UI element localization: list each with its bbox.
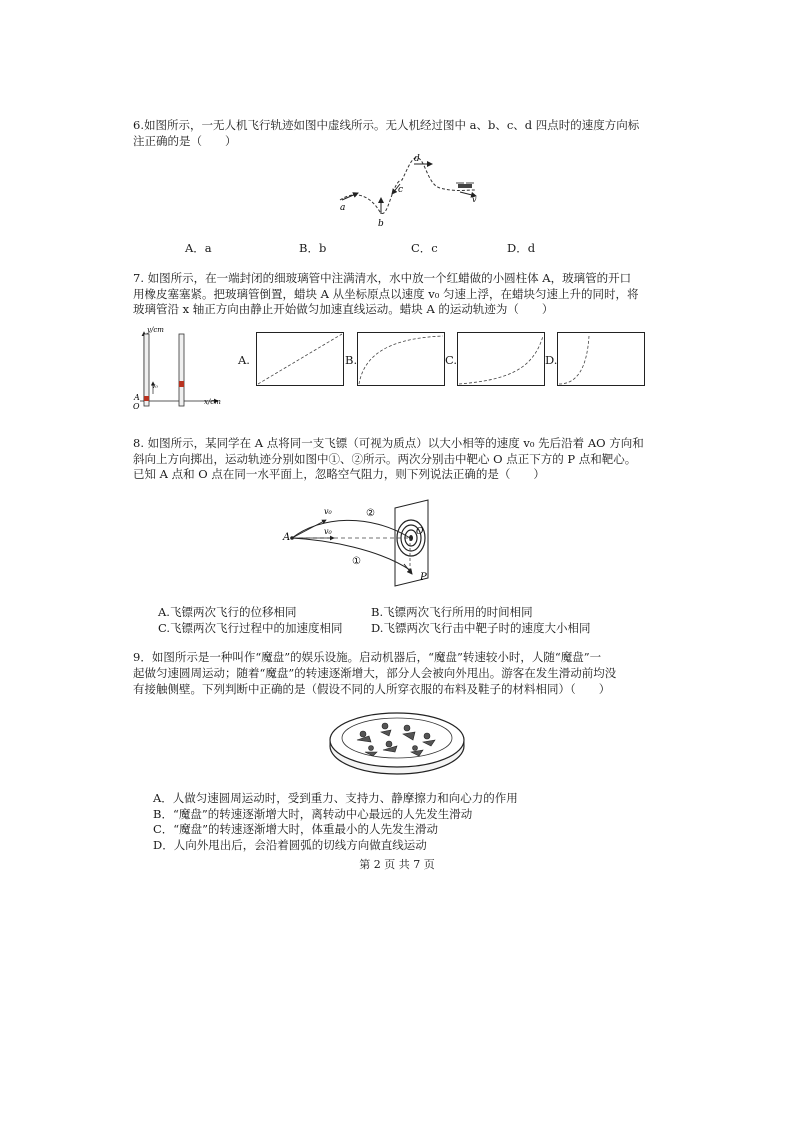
- q7-glass-tube-figure: [130, 322, 230, 412]
- q7-stem-line2: 用橡皮塞塞紧。把玻璃管倒置，蜡块 A 从坐标原点以速度 v₀ 匀速上浮，在蜡块匀速上升的同时，将: [133, 287, 639, 301]
- q7-option-b-letter[interactable]: B.: [345, 353, 358, 367]
- q7-tube-right: [179, 334, 184, 406]
- q7-wax-block-left: [144, 396, 149, 401]
- q8-option-d[interactable]: D.飞镖两次飞行击中靶子时的速度大小相同: [371, 621, 591, 635]
- q9-option-a[interactable]: A．人做匀速圆周运动时，受到重力、支持力、静摩擦力和向心力的作用: [153, 791, 518, 805]
- q7-v0-label: v₀: [152, 383, 158, 390]
- q8-stem-line1: 8. 如图所示，某同学在 A 点将同一支飞镖（可视为质点）以大小相等的速度 v₀ 先后沿着 AO 方向和: [133, 436, 644, 450]
- target-rings: [397, 520, 425, 556]
- q8-label-P: P: [420, 572, 427, 583]
- q7-point-label: A: [134, 393, 140, 402]
- q9-stem-line3: 有接触侧壁。下列判断中正确的是（假设不同的人所穿衣服的布料及鞋子的材料相同）（ ）: [133, 682, 611, 696]
- q6-label-b: b: [378, 219, 384, 229]
- trajectory-2: [292, 520, 410, 538]
- q8-option-b[interactable]: B.飞镖两次飞行所用的时间相同: [371, 605, 533, 619]
- q7-option-c-letter[interactable]: C.: [445, 353, 458, 367]
- q7-option-d-graph[interactable]: [557, 332, 645, 386]
- q6-stem-line2: 注正确的是（ ）: [133, 134, 237, 148]
- q7-option-b-graph[interactable]: [357, 332, 445, 386]
- q7-origin-label: O: [133, 402, 140, 411]
- q6-label-d: d: [414, 154, 420, 164]
- q6-dashed-path: [340, 158, 475, 214]
- q6-drone-trajectory-figure: [330, 150, 490, 235]
- q9-stem-line1: 9．如图所示是一种叫作“魔盘”的娱乐设施。启动机器后，“魔盘”转速较小时，人随“魔盘”一: [133, 650, 602, 664]
- q6-label-c: c: [398, 185, 404, 195]
- q7-wax-block-right: [179, 381, 184, 387]
- q8-label-v0-upper: v₀: [324, 507, 332, 516]
- q8-label-A: A: [283, 532, 291, 543]
- q7-axis-y-label: y/cm: [147, 326, 164, 334]
- q6-label-a: a: [340, 203, 346, 213]
- q8-label-two: ②: [366, 508, 375, 519]
- q9-option-d[interactable]: D．人向外甩出后，会沿着圆弧的切线方向做直线运动: [153, 838, 427, 852]
- drone-icon: [456, 183, 474, 188]
- q8-label-v0-lower: v₀: [324, 527, 332, 536]
- q9-magic-disc-figure: [327, 706, 467, 778]
- q8-stem-line3: 已知 A 点和 O 点在同一水平面上，忽略空气阻力，则下列说法正确的是（ ）: [133, 467, 545, 481]
- q7-tube-left: [144, 334, 149, 406]
- q7-option-c-graph[interactable]: [457, 332, 545, 386]
- q6-stem-line1: 6.如图所示，一无人机飞行轨迹如图中虚线所示。无人机经过图中 a、b、c、d 四点时的速度方向标: [133, 118, 640, 132]
- q9-option-c[interactable]: C．“魔盘”的转速逐渐增大时，体重最小的人先发生滑动: [153, 822, 439, 836]
- q7-stem-line1: 7. 如图所示，在一端封闭的细玻璃管中注满清水，水中放一个红蜡做的小圆柱体 A，玻璃管的开口: [133, 271, 632, 285]
- trajectory-1: [292, 538, 410, 570]
- q7-stem-line3: 玻璃管沿 x 轴正方向由静止开始做匀加速直线运动。蜡块 A 的运动轨迹为（ ）: [133, 302, 554, 316]
- q6-label-v: v: [472, 195, 477, 204]
- q6-option-d[interactable]: D．d: [507, 241, 536, 255]
- q7-option-d-letter[interactable]: D.: [545, 353, 558, 367]
- q8-dart-figure: [280, 498, 450, 588]
- q8-option-a[interactable]: A.飞镖两次飞行的位移相同: [158, 605, 297, 619]
- q8-label-one: ①: [352, 556, 361, 567]
- page-footer: 第 2 页 共 7 页: [359, 858, 435, 871]
- q8-option-c[interactable]: C.飞镖两次飞行过程中的加速度相同: [158, 621, 343, 635]
- q6-option-c[interactable]: C．c: [411, 241, 438, 255]
- q6-arrow-a: [342, 193, 358, 200]
- q6-option-b[interactable]: B．b: [299, 241, 327, 255]
- q7-axis-x-label: x/cm: [204, 398, 221, 406]
- q9-stem-line2: 起做匀速圆周运动；随着“魔盘”的转速逐渐增大，部分人会被向外甩出。游客在发生滑动前均没: [133, 666, 617, 680]
- q6-option-a[interactable]: A．a: [185, 241, 212, 255]
- q8-label-O: O: [416, 527, 424, 537]
- q8-stem-line2: 斜向上方向掷出，运动轨迹分别如图中①、②所示。两次分别击中靶心 O 点正下方的 P 点和靶心。: [133, 452, 637, 466]
- q7-option-a-graph[interactable]: [256, 332, 344, 386]
- q9-option-b[interactable]: B．“魔盘”的转速逐渐增大时，离转动中心最远的人先发生滑动: [153, 807, 473, 821]
- q7-option-a-letter[interactable]: A.: [238, 353, 250, 367]
